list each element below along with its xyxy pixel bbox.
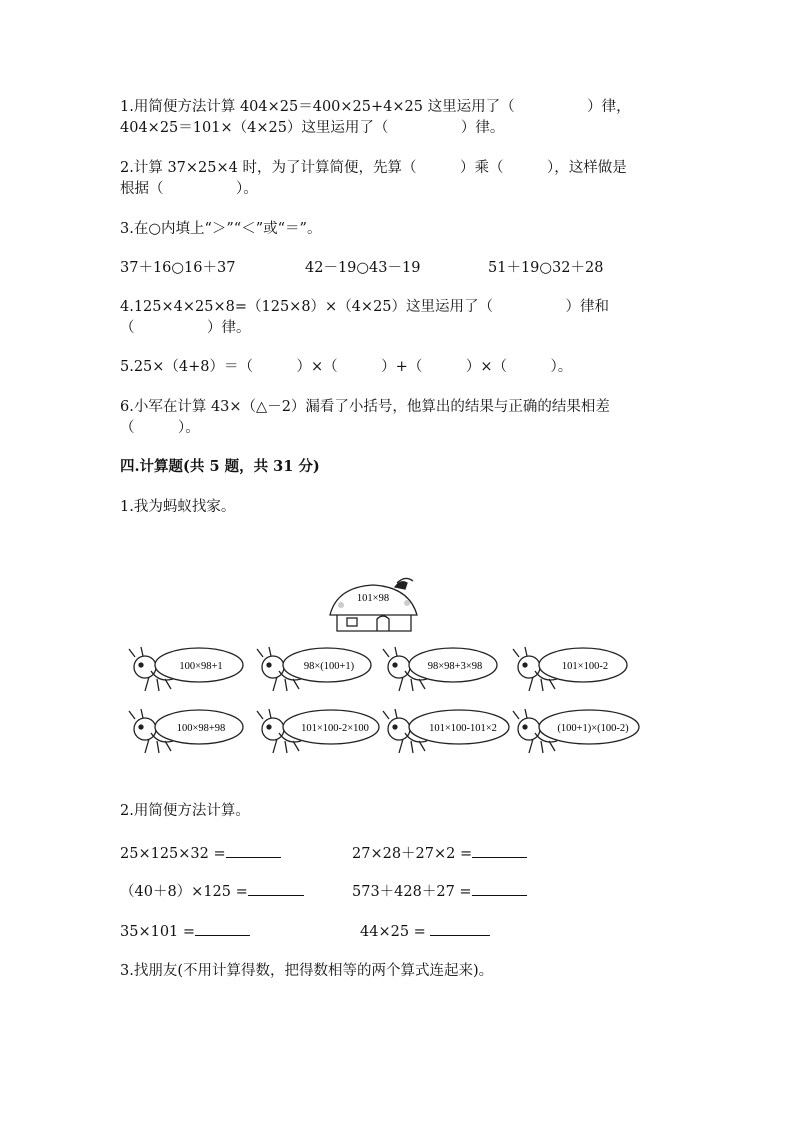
q4-line1: 4.125×4×25×8=（125×8）×（4×25）这里运用了（ ）律和	[120, 299, 610, 315]
ant-5[interactable]	[129, 709, 243, 753]
calc-q2-title: 2.用简便方法计算。	[120, 803, 250, 819]
q6-line2: （ ）。	[120, 420, 200, 436]
svg-text:100×98+1: 100×98+1	[179, 661, 223, 672]
q4-line2: （ ）律。	[120, 320, 251, 336]
answer-blank[interactable]	[248, 881, 304, 896]
ant-8[interactable]	[513, 709, 639, 753]
ant-home-illustration	[115, 575, 655, 760]
calc-expr-2: 27×28＋27×2 =	[352, 843, 527, 864]
q1-line2: 404×25＝101×（4×25）这里运用了（ ）律。	[120, 120, 505, 136]
ant-4[interactable]	[513, 647, 627, 691]
calc-q3-title: 3.找朋友(不用计算得数，把得数相等的两个算式连起来)。	[120, 963, 494, 979]
calc-expr-1: 25×125×32 =	[120, 843, 281, 864]
house-label: 101×98	[356, 593, 390, 604]
svg-text:101×100-2×100: 101×100-2×100	[301, 723, 369, 734]
calc-expr-3: （40＋8）×125 =	[120, 881, 304, 902]
q3-comparison-1: 37＋16○16＋37	[120, 260, 236, 276]
q6-line1: 6.小军在计算 43×（△－2）漏看了小括号，他算出的结果与正确的结果相差	[120, 399, 610, 415]
ant-2[interactable]	[257, 647, 371, 691]
svg-text:101×100-2: 101×100-2	[561, 661, 609, 672]
svg-text:98×98+3×98: 98×98+3×98	[427, 661, 483, 672]
answer-blank[interactable]	[195, 921, 250, 936]
answer-blank[interactable]	[226, 843, 281, 858]
ant-6[interactable]	[257, 709, 379, 753]
calc-expr-5: 35×101 =	[120, 921, 250, 942]
svg-text:100×98+98: 100×98+98	[176, 723, 226, 734]
q5-line1: 5.25×（4+8）＝（ ）×（ ）+（ ）×（ ）。	[120, 359, 573, 375]
svg-text:(100+1)×(100-2): (100+1)×(100-2)	[557, 723, 629, 734]
svg-text:101×100-101×2: 101×100-101×2	[429, 723, 497, 734]
q3-instruction: 3.在○内填上“＞”“＜”或“＝”。	[120, 221, 322, 237]
ant-3[interactable]	[383, 647, 497, 691]
q3-comparison-3: 51＋19○32＋28	[488, 260, 604, 276]
answer-blank[interactable]	[472, 881, 527, 896]
ant-7[interactable]	[383, 709, 509, 753]
calc-q1-title: 1.我为蚂蚁找家。	[120, 499, 236, 515]
mushroom-house-icon	[330, 578, 417, 631]
ant-1[interactable]	[129, 647, 243, 691]
answer-blank[interactable]	[430, 921, 490, 936]
section-title: 四.计算题(共 5 题，共 31 分)	[120, 458, 320, 475]
q2-line2: 根据（ ）。	[120, 181, 258, 197]
calc-expr-6: 44×25 =	[360, 921, 490, 942]
calc-expr-4: 573＋428＋27 =	[352, 881, 527, 902]
q3-comparison-2: 42－19○43－19	[305, 260, 421, 276]
svg-text:98×(100+1): 98×(100+1)	[303, 661, 355, 672]
answer-blank[interactable]	[472, 843, 527, 858]
q2-line1: 2.计算 37×25×4 时，为了计算简便，先算（ ）乘（ ），这样做是	[120, 160, 627, 176]
q1-line1: 1.用简便方法计算 404×25＝400×25+4×25 这里运用了（ ）律，	[120, 99, 631, 115]
